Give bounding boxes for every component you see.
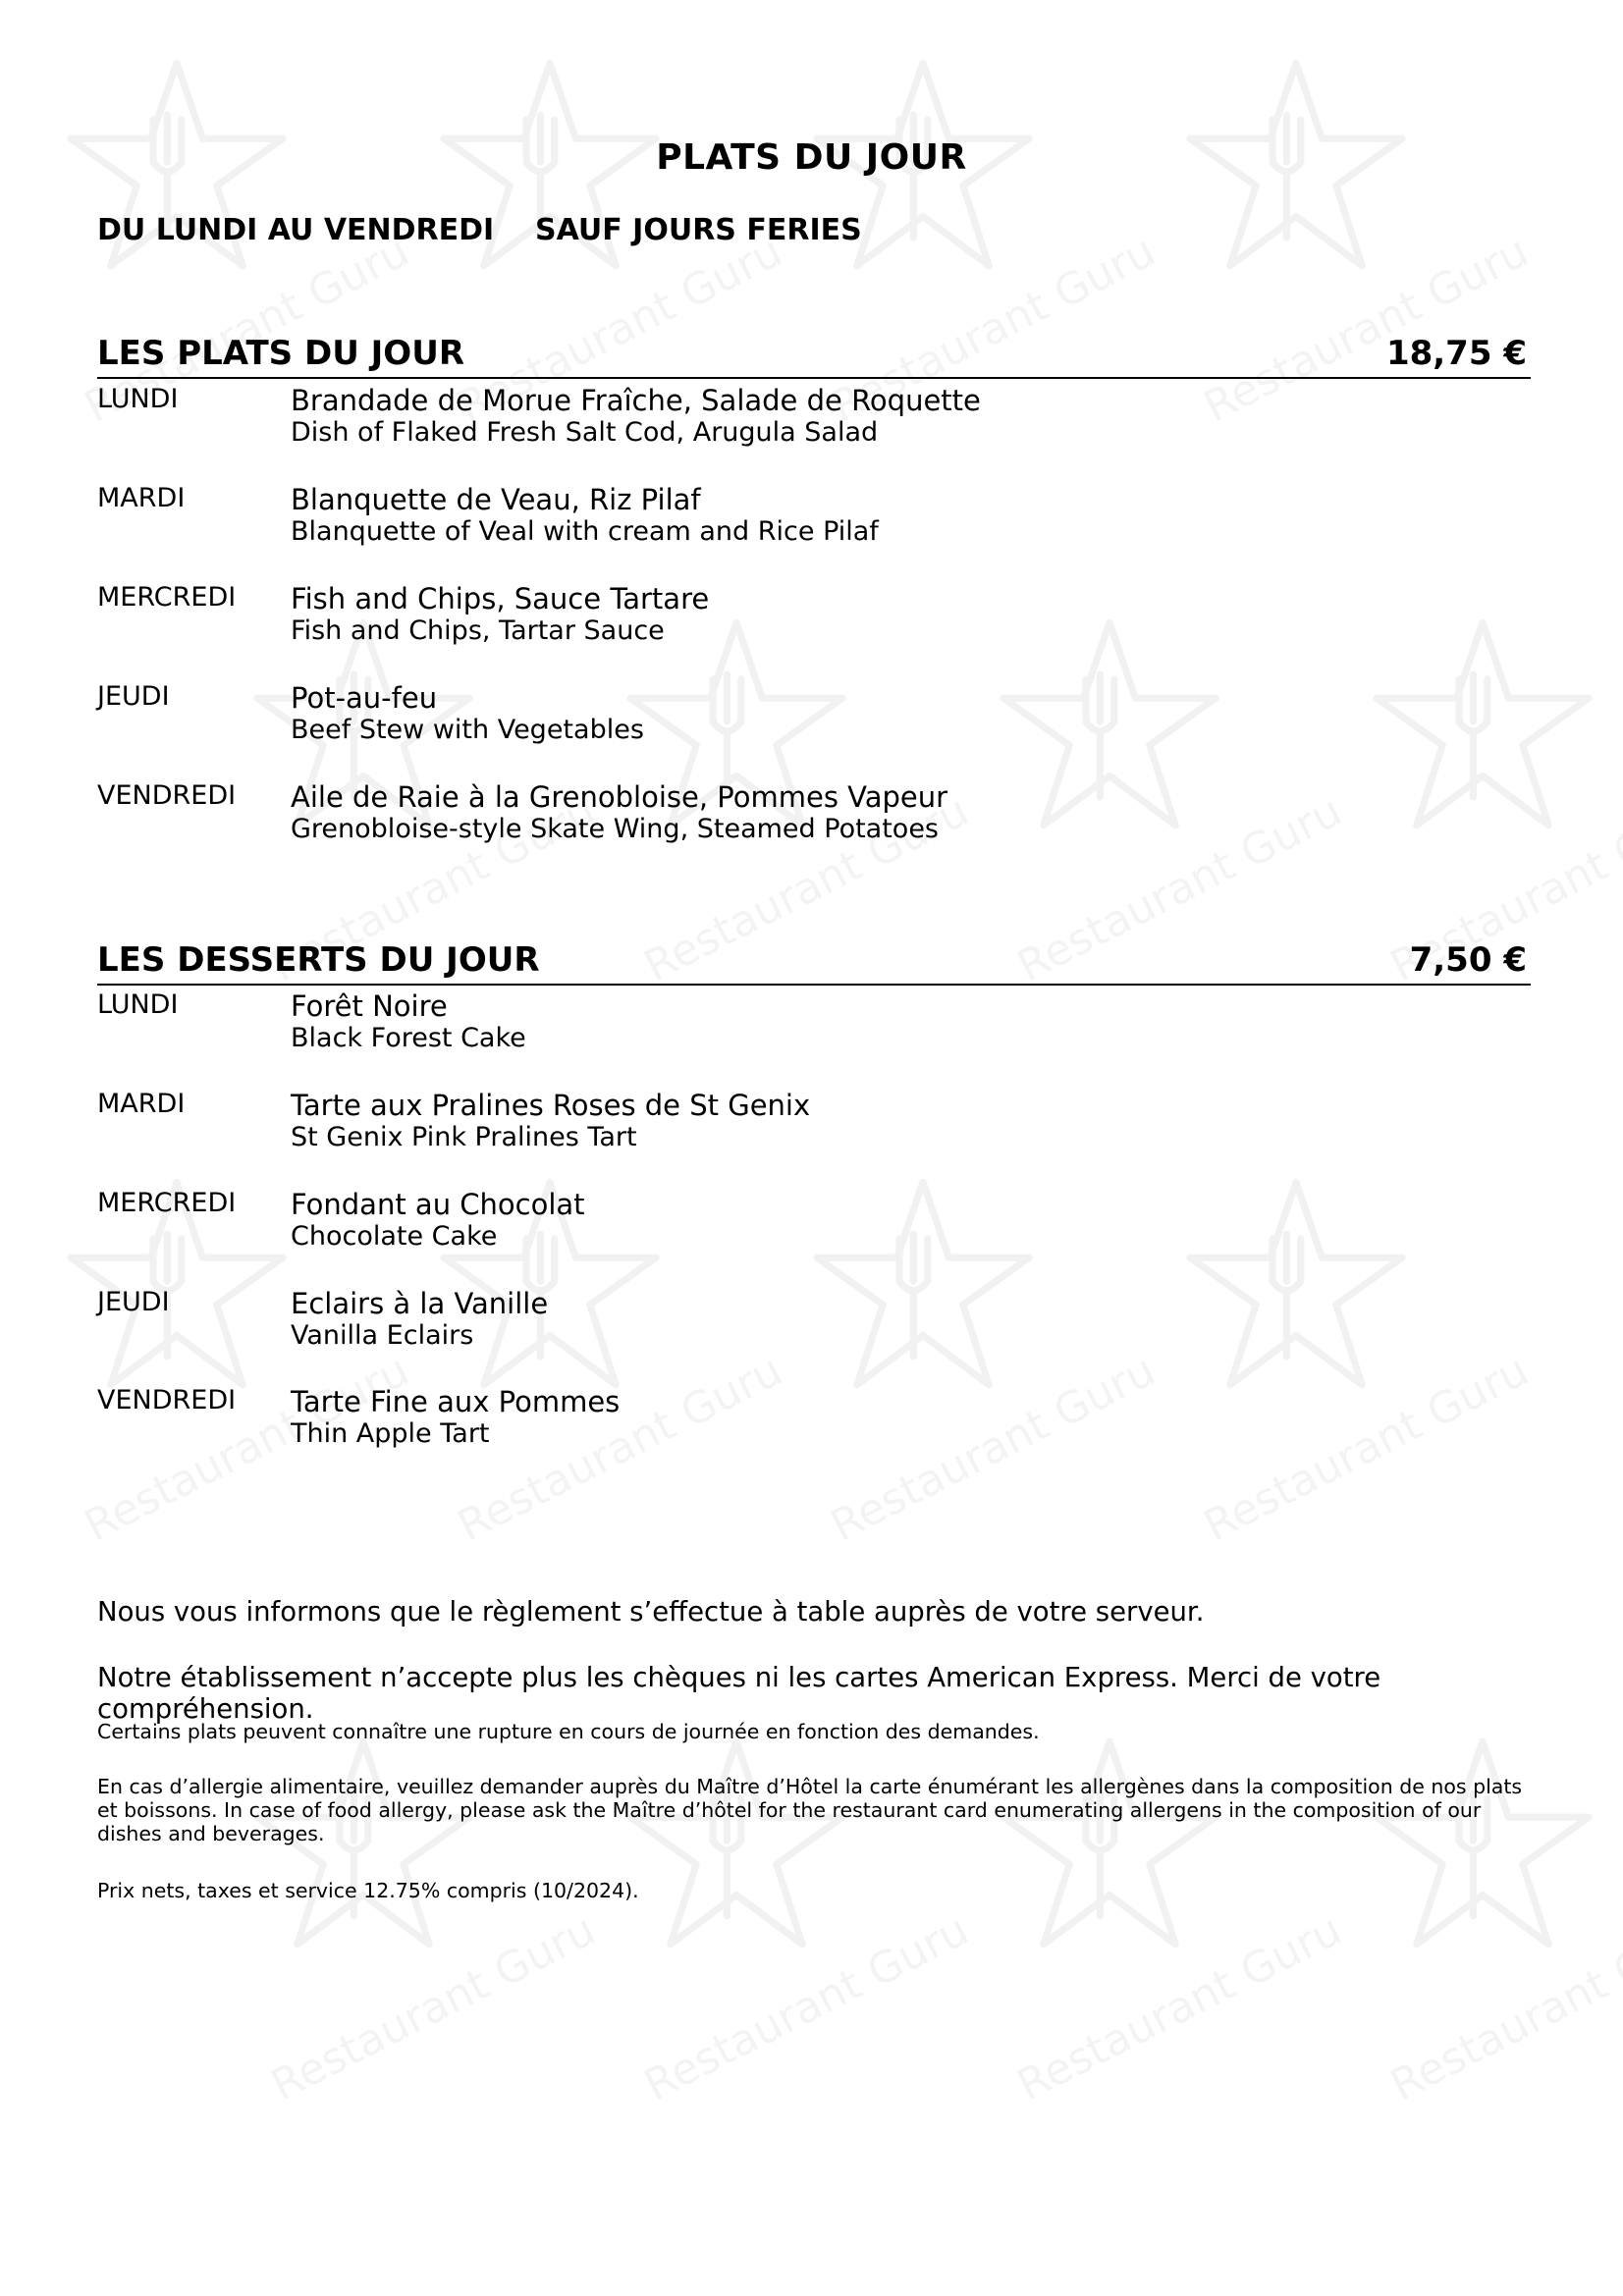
dessert-name-fr: Eclairs à la Vanille [291, 1287, 549, 1320]
plat-name-fr: Blanquette de Veau, Riz Pilaf [291, 483, 701, 516]
dessert-row [97, 1188, 1531, 1256]
dessert-name-en: Black Forest Cake [291, 1023, 526, 1053]
plat-name-fr: Fish and Chips, Sauce Tartare [291, 582, 710, 615]
price-note: Prix nets, taxes et service 12.75% compris (10/2024). [97, 1879, 639, 1902]
plat-day: LUNDI [97, 384, 179, 414]
payment-note: Nous vous informons que le règlement s’effectue à table auprès de votre serveur. [97, 1596, 1205, 1628]
dessert-name-fr: Fondant au Chocolat [291, 1188, 585, 1221]
dessert-day: MARDI [97, 1089, 186, 1119]
dessert-row [97, 1089, 1531, 1157]
plat-name-en: Fish and Chips, Tartar Sauce [291, 615, 665, 646]
dessert-row [97, 1385, 1531, 1454]
plat-name-en: Dish of Flaked Fresh Salt Cod, Arugula Salad [291, 417, 879, 448]
allergy-note: En cas d’allergie alimentaire, veuillez demander auprès du Maître d’Hôtel la carte énumérant les allergènes dans la composition de nos plats et boissons. In case of food allergy, please ask the Maître d’hôtel for the restaurant card enumerating allergens in the composition of our dishes and beverages. [97, 1775, 1523, 1845]
plats-price: 18,75 € [1385, 334, 1527, 373]
plats-section-title: LES PLATS DU JOUR [97, 334, 464, 373]
rupture-note: Certains plats peuvent connaître une rupture en cours de journée en fonction des demandes. [97, 1720, 1040, 1743]
plats-section-header [97, 334, 1531, 379]
dessert-name-en: Vanilla Eclairs [291, 1320, 474, 1351]
dessert-day: VENDREDI [97, 1385, 237, 1415]
dessert-row [97, 1287, 1531, 1356]
plat-name-fr: Aile de Raie à la Grenobloise, Pommes Vapeur [291, 780, 948, 814]
plat-row [97, 483, 1531, 552]
plat-name-fr: Pot-au-feu [291, 681, 438, 715]
cheques-note: Notre établissement n’accepte plus les chèques ni les cartes American Express. Merci de votre compréhension. [97, 1662, 1381, 1725]
plat-name-en: Beef Stew with Vegetables [291, 715, 644, 745]
dessert-name-en: Chocolate Cake [291, 1221, 498, 1252]
plat-name-fr: Brandade de Morue Fraîche, Salade de Roquette [291, 384, 981, 417]
dessert-name-fr: Tarte Fine aux Pommes [291, 1385, 621, 1418]
dessert-day: LUNDI [97, 989, 179, 1020]
plat-row [97, 384, 1531, 453]
plat-row [97, 681, 1531, 750]
dessert-name-en: St Genix Pink Pralines Tart [291, 1122, 637, 1152]
dessert-name-en: Thin Apple Tart [291, 1418, 490, 1449]
page-title: PLATS DU JOUR [656, 137, 967, 178]
plat-name-en: Blanquette of Veal with cream and Rice Pilaf [291, 516, 879, 547]
plat-row [97, 582, 1531, 651]
plat-day: MARDI [97, 483, 186, 513]
plat-day: VENDREDI [97, 780, 237, 811]
plat-day: JEUDI [97, 681, 170, 712]
dessert-name-fr: Tarte aux Pralines Roses de St Genix [291, 1089, 811, 1122]
dessert-day: JEUDI [97, 1287, 170, 1317]
desserts-section-header [97, 940, 1531, 986]
plat-name-en: Grenobloise-style Skate Wing, Steamed Potatoes [291, 814, 939, 844]
dessert-day: MERCREDI [97, 1188, 237, 1218]
desserts-section-title: LES DESSERTS DU JOUR [97, 940, 540, 980]
plat-row [97, 780, 1531, 849]
dessert-row [97, 989, 1531, 1058]
desserts-price: 7,50 € [1409, 940, 1527, 980]
plat-day: MERCREDI [97, 582, 237, 613]
dessert-name-fr: Forêt Noire [291, 989, 448, 1023]
page-subtitle: DU LUNDI AU VENDREDI SAUF JOURS FERIES [97, 213, 862, 247]
